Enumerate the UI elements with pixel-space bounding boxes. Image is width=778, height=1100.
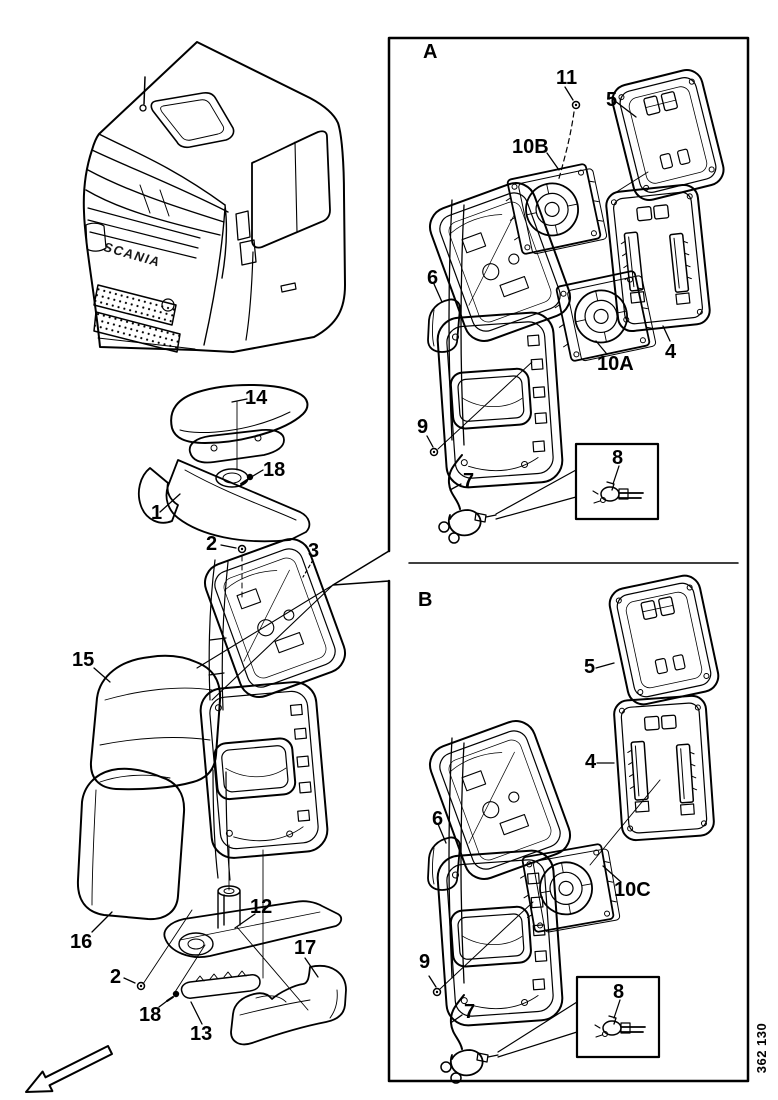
callout-18-top: 18 <box>263 459 286 481</box>
panel-a-title: A <box>423 41 438 63</box>
callout-10b: 10B <box>512 136 549 158</box>
callout-6a: 6 <box>427 267 439 289</box>
strip-13 <box>181 971 260 1024</box>
callout-2-top: 2 <box>206 533 218 555</box>
glass-plate-4a <box>605 184 711 333</box>
callout-7a: 7 <box>463 470 475 492</box>
arm-bracket-1 <box>139 430 310 541</box>
callout-6b: 6 <box>432 808 444 830</box>
screw-2-bottom <box>124 978 145 990</box>
screw-11 <box>573 102 580 109</box>
callout-13: 13 <box>190 1023 213 1045</box>
mirror-assembly-3 <box>199 533 351 978</box>
callout-5b: 5 <box>584 656 596 678</box>
callout-9b: 9 <box>419 951 431 973</box>
lower-cover-16 <box>78 769 184 932</box>
callout-14: 14 <box>245 387 268 409</box>
callout-9a: 9 <box>417 416 429 438</box>
callout-4a: 4 <box>665 341 677 363</box>
panel-b-title: B <box>418 589 433 611</box>
connector-8b <box>595 1016 645 1037</box>
drawing-number: 362 130 <box>754 1022 769 1074</box>
motor-10c <box>517 843 620 936</box>
callout-18-bottom: 18 <box>139 1004 162 1026</box>
callout-16: 16 <box>70 931 93 953</box>
screw-2-top <box>221 545 246 553</box>
detail-callout-pointer <box>197 551 389 700</box>
screw-18-bottom <box>159 991 179 1007</box>
callout-17: 17 <box>294 937 317 959</box>
glass-plate-4b <box>613 695 715 841</box>
callout-8b: 8 <box>613 981 625 1003</box>
glass-plate-5a <box>609 67 727 204</box>
callout-4b: 4 <box>585 751 597 773</box>
callout-10a: 10A <box>597 353 634 375</box>
truck-cab-drawing <box>84 42 345 352</box>
screw-9b <box>434 989 441 996</box>
callout-1: 1 <box>151 502 163 524</box>
callout-5a: 5 <box>606 89 618 111</box>
leader-lines-left <box>143 910 308 1010</box>
callout-10c: 10C <box>614 879 651 901</box>
truck-brand-text: SCANIA <box>101 239 164 270</box>
callout-11: 11 <box>556 67 578 89</box>
screw-9a <box>431 449 438 456</box>
detail-panel-frame <box>389 38 748 1081</box>
housing-lower-b <box>436 849 564 1027</box>
callout-3: 3 <box>308 540 320 562</box>
callout-12: 12 <box>250 896 273 918</box>
callout-8a: 8 <box>612 447 624 469</box>
glass-plate-5b <box>607 573 722 708</box>
flap-6b <box>428 837 460 890</box>
end-cover-17 <box>231 958 346 1044</box>
motor-10b <box>502 162 607 257</box>
flap-6a <box>428 299 460 352</box>
callout-15: 15 <box>72 649 95 671</box>
connector-8a <box>593 482 643 503</box>
callout-7b: 7 <box>464 1001 476 1023</box>
direction-arrow-icon <box>26 1046 112 1092</box>
callout-2-bottom: 2 <box>110 966 122 988</box>
